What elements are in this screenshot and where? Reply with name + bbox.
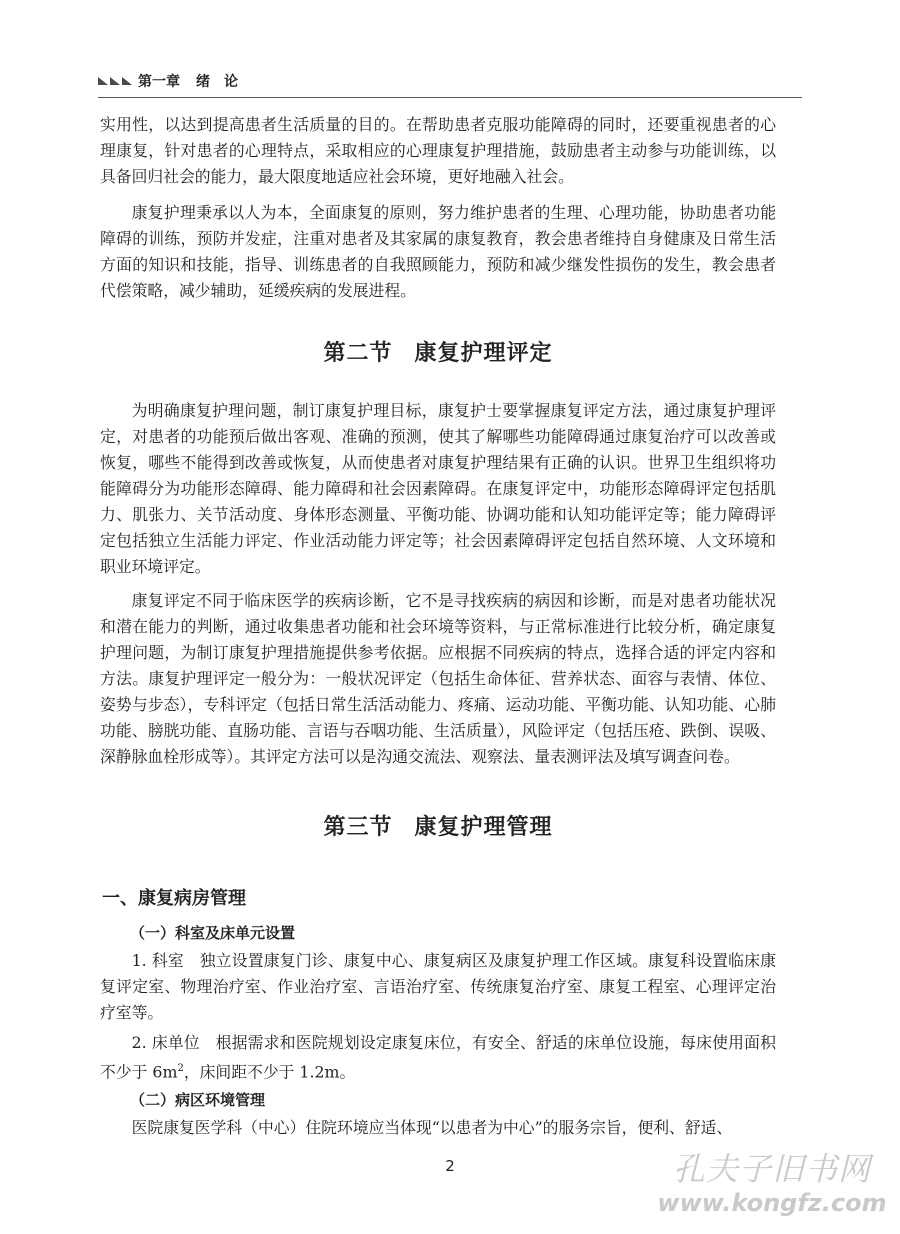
watermark-logo-text: 孔夫子旧书网 <box>672 1150 871 1188</box>
intro-paragraph-2: 康复护理秉承以人为本，全面康复的原则，努力维护患者的生理、心理功能，协助患者功能障碍的训练，预防并发症，注重对患者及其家属的康复教育，教会患者维持自身健康及日常生活方面的知识和技能，指导、训练患者的自我照顾能力，预防和减少继发性损伤的发生，教会患者代偿策略，减少辅助，延缓疾病的发展进程。 <box>100 203 776 300</box>
section-2-paragraph-1: 为明确康复护理问题，制订康复护理目标，康复护士要掌握康复评定方法，通过康复护理评定，对患者的功能预后做出客观、准确的预测，使其了解哪些功能障碍通过康复治疗可以改善或恢复，哪些不能得到改善或恢复，从而使患者对康复护理结果有正确的认识。世界卫生组织将功能障碍分为功能形态障碍、能力障碍和社会因素障碍。在康复评定中，功能形态障碍评定包括肌力、肌张力、关节活动度、身体形态测量、平衡功能、协调功能和认知功能评定等；能力障碍评定包括独立生活能力评定、作业活动能力评定等；社会因素障碍评定包括自然环境、人文环境和职业环境评定。 <box>100 401 776 576</box>
section-2-heading: 康复护理评定 <box>414 341 553 366</box>
section-3-heading: 康复护理管理 <box>414 815 553 840</box>
subheading-ward-environment: （二）病区环境管理 <box>130 1091 266 1110</box>
running-header <box>98 70 238 92</box>
chapter-title: 绪 论 <box>196 74 238 90</box>
item-bed-unit-text-b: ，床间距不少于 1.2m。 <box>183 1062 356 1082</box>
subheading-department-setup: （一）科室及床单元设置 <box>130 924 296 942</box>
subsection-heading-ward-management: 一、康复病房管理 <box>102 888 246 909</box>
item-bed-unit-label: 2. 床单位 <box>131 1033 200 1052</box>
ward-environment-text: 医院康复医学科（中心）住院环境应当体现“以患者为中心”的服务宗旨，便利、舒适、 <box>131 1118 733 1138</box>
section-2-title <box>100 334 776 374</box>
item-bed-unit-text-a: 根据需求和医院规划设定康复床位，有安全、舒适的床单位设施，每床使用面积不少于 6m <box>100 1033 776 1082</box>
section-3-number: 第三节 <box>323 815 393 840</box>
section-2-number: 第二节 <box>323 341 393 366</box>
section-2-paragraph-2: 康复评定不同于临床医学的疾病诊断，它不是寻找疾病的病因和诊断，而是对患者功能状况和潜在能力的判断，通过收集患者功能和社会环境等资料，与正常标准进行比较分析，确定康复护理问题，为制订康复护理措施提供参考依据。应根据不同疾病的特点，选择合适的评定内容和方法。康复护理评定一般分为：一般状况评定（包括生命体征、营养状态、面容与表情、体位、姿势与步态），专科评定（包括日常生活活动能力、疼痛、运动功能、平衡功能、认知功能、心肺功能、膀胱功能、直肠功能、言语与吞咽功能、生活质量），风险评定（包括压疮、跌倒、误吸、深静脉血栓形成等）。其评定方法可以是沟通交流法、观察法、量表测评法及填写调查问卷。 <box>100 591 776 766</box>
item-department <box>100 948 776 1026</box>
item-bed-unit <box>100 1030 776 1085</box>
item-department-label: 1. 科室 <box>131 951 184 970</box>
page-number: 2 <box>445 1157 455 1175</box>
watermark <box>652 1150 892 1218</box>
watermark-url: www.kongfz.com <box>657 1189 887 1217</box>
triangle-markers-icon <box>98 77 132 85</box>
item-bed-unit-superscript: 2 <box>177 1063 184 1074</box>
item-department-text: 独立设置康复门诊、康复中心、康复病区及康复护理工作区域。康复科设置临床康复评定室、物理治疗室、作业治疗室、言语治疗室、传统康复治疗室、康复工程室、心理评定治疗室等。 <box>100 951 776 1022</box>
header-divider <box>98 97 802 98</box>
chapter-number: 第一章 <box>138 74 180 90</box>
intro-paragraph-1: 实用性，以达到提高患者生活质量的目的。在帮助患者克服功能障碍的同时，还要重视患者的心理康复，针对患者的心理特点，采取相应的心理康复护理措施，鼓励患者主动参与功能训练，以具备回归社会的能力，最大限度地适应社会环境，更好地融入社会。 <box>100 115 776 186</box>
section-3-title <box>100 808 776 848</box>
page-body <box>100 112 776 1141</box>
